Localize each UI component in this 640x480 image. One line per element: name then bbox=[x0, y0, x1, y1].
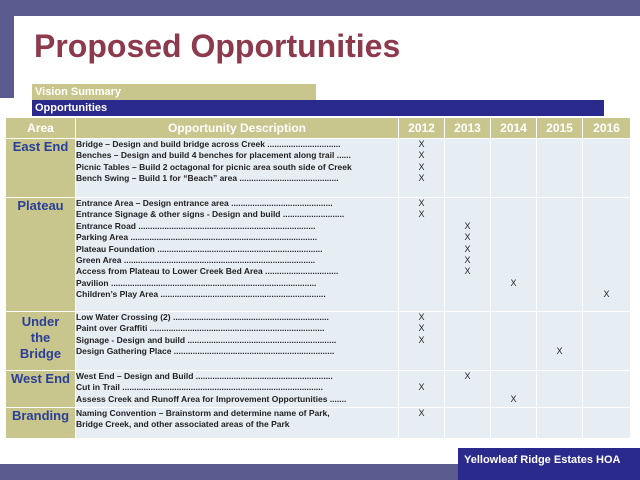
year-mark bbox=[583, 419, 630, 430]
header-description: Opportunity Description bbox=[76, 118, 399, 139]
year-mark bbox=[583, 198, 630, 209]
description-line: Assess Creek and Runoff Area for Improvement Opportunities ....... bbox=[76, 393, 347, 404]
year-mark bbox=[537, 408, 582, 419]
year-mark bbox=[445, 209, 490, 220]
table-row bbox=[6, 139, 631, 198]
year-mark bbox=[583, 408, 630, 419]
year-mark-cell bbox=[491, 408, 537, 439]
year-mark bbox=[583, 382, 630, 393]
description-line: West End – Design and Build .......................................................... bbox=[76, 371, 333, 381]
year-mark: X bbox=[418, 408, 425, 418]
description-cell bbox=[76, 139, 399, 198]
year-mark-cell bbox=[491, 312, 537, 371]
area-cell: Plateau bbox=[6, 198, 76, 312]
year-mark bbox=[583, 232, 630, 243]
description-line: Green Area ................................................................................. bbox=[76, 254, 316, 265]
year-mark bbox=[445, 346, 490, 357]
year-mark bbox=[583, 244, 630, 255]
year-mark: X bbox=[464, 232, 471, 243]
year-mark bbox=[491, 221, 536, 232]
year-mark-cell bbox=[399, 371, 445, 408]
year-mark bbox=[583, 312, 630, 323]
year-mark: X bbox=[556, 346, 563, 357]
year-mark bbox=[445, 408, 490, 419]
year-mark bbox=[537, 244, 582, 255]
header-2014: 2014 bbox=[491, 118, 537, 139]
table-header-row bbox=[6, 118, 631, 139]
year-mark bbox=[491, 209, 536, 220]
year-mark bbox=[491, 408, 536, 419]
year-mark bbox=[399, 289, 444, 300]
description-line: Naming Convention – Brainstorm and determine name of Park, bbox=[76, 408, 330, 418]
year-mark bbox=[491, 244, 536, 255]
table-row bbox=[6, 408, 631, 439]
year-mark bbox=[445, 278, 490, 289]
table-row bbox=[6, 198, 631, 312]
header-2013: 2013 bbox=[445, 118, 491, 139]
header-2016: 2016 bbox=[583, 118, 631, 139]
year-mark-cell bbox=[491, 371, 537, 408]
year-mark bbox=[491, 346, 536, 357]
year-mark bbox=[537, 312, 582, 323]
table-body bbox=[6, 139, 631, 439]
year-mark bbox=[491, 289, 536, 300]
description-cell bbox=[76, 312, 399, 371]
year-mark bbox=[537, 173, 582, 184]
year-mark bbox=[399, 221, 444, 232]
year-mark bbox=[537, 139, 582, 150]
year-mark-cell bbox=[583, 408, 631, 439]
year-mark-cell bbox=[537, 312, 583, 371]
year-mark bbox=[491, 139, 536, 150]
header-2015: 2015 bbox=[537, 118, 583, 139]
year-mark-cell bbox=[399, 408, 445, 439]
year-mark bbox=[583, 162, 630, 173]
year-mark: X bbox=[464, 243, 471, 254]
area-cell: Under the Bridge bbox=[6, 312, 76, 371]
year-mark bbox=[445, 335, 490, 346]
year-mark: X bbox=[418, 173, 425, 184]
year-mark bbox=[583, 371, 630, 382]
year-mark: X bbox=[418, 161, 425, 172]
description-line: Design Gathering Place .................................................................... bbox=[76, 346, 335, 357]
year-mark: X bbox=[418, 150, 425, 161]
year-mark: X bbox=[464, 371, 471, 381]
description-cell bbox=[76, 371, 399, 408]
year-mark bbox=[445, 139, 490, 150]
year-mark bbox=[491, 312, 536, 323]
year-mark bbox=[583, 221, 630, 232]
year-mark: X bbox=[418, 382, 425, 393]
year-mark bbox=[537, 289, 582, 300]
description-line: Parking Area ............................................................................... bbox=[76, 232, 318, 243]
year-mark-cell bbox=[399, 139, 445, 198]
opportunities-label: Opportunities bbox=[32, 100, 604, 116]
year-mark bbox=[537, 323, 582, 334]
description-cell bbox=[76, 198, 399, 312]
vision-summary-label: Vision Summary bbox=[32, 84, 316, 100]
year-mark-cell bbox=[583, 139, 631, 198]
year-mark-cell bbox=[491, 198, 537, 312]
description-line: Bridge Creek, and other associated areas of the Park bbox=[76, 419, 290, 430]
year-mark bbox=[583, 278, 630, 289]
year-mark: X bbox=[418, 139, 425, 149]
year-mark bbox=[491, 232, 536, 243]
year-mark bbox=[445, 382, 490, 393]
year-mark-cell bbox=[583, 371, 631, 408]
year-mark bbox=[399, 244, 444, 255]
year-mark bbox=[537, 150, 582, 161]
header-area: Area bbox=[6, 118, 76, 139]
year-mark bbox=[583, 255, 630, 266]
year-mark bbox=[583, 173, 630, 184]
year-mark bbox=[491, 150, 536, 161]
description-line: Plateau Foundation ...................................................................... bbox=[76, 243, 323, 254]
description-line: Paint over Graffiti .......................................................................... bbox=[76, 323, 325, 334]
year-mark bbox=[537, 162, 582, 173]
left-decor-bar bbox=[0, 16, 14, 98]
year-mark bbox=[583, 335, 630, 346]
year-mark bbox=[445, 394, 490, 405]
year-mark bbox=[537, 278, 582, 289]
year-mark bbox=[583, 266, 630, 277]
year-mark-cell bbox=[583, 312, 631, 371]
description-line: Pavilion ....................................................................................... bbox=[76, 277, 317, 288]
description-line: Entrance Signage & other signs - Design and build .......................... bbox=[76, 209, 345, 220]
year-mark bbox=[399, 419, 444, 430]
year-mark-cell bbox=[537, 139, 583, 198]
year-mark: X bbox=[418, 198, 425, 208]
area-cell: West End bbox=[6, 371, 76, 408]
year-mark bbox=[445, 150, 490, 161]
year-mark bbox=[491, 173, 536, 184]
header-2012: 2012 bbox=[399, 118, 445, 139]
footer-org-name: Yellowleaf Ridge Estates HOA bbox=[458, 448, 640, 480]
year-mark bbox=[445, 162, 490, 173]
year-mark-cell bbox=[583, 198, 631, 312]
year-mark: X bbox=[464, 220, 471, 231]
year-mark bbox=[537, 394, 582, 405]
year-mark-cell bbox=[537, 198, 583, 312]
year-mark-cell bbox=[537, 408, 583, 439]
year-mark bbox=[537, 232, 582, 243]
year-mark-cell bbox=[445, 371, 491, 408]
year-mark: X bbox=[418, 323, 425, 334]
year-mark bbox=[491, 323, 536, 334]
year-mark-cell bbox=[491, 139, 537, 198]
year-mark bbox=[445, 173, 490, 184]
area-cell: East End bbox=[6, 139, 76, 198]
description-line: Children’s Play Area ...................................................................... bbox=[76, 289, 326, 300]
description-line: Access from Plateau to Lower Creek Bed Area ............................... bbox=[76, 266, 339, 277]
year-mark bbox=[583, 150, 630, 161]
description-line: Signage - Design and build ............................................................... bbox=[76, 334, 337, 345]
year-mark-cell bbox=[445, 408, 491, 439]
year-mark bbox=[399, 255, 444, 266]
year-mark bbox=[491, 198, 536, 209]
year-mark bbox=[583, 346, 630, 357]
year-mark bbox=[491, 371, 536, 382]
year-mark bbox=[399, 371, 444, 382]
year-mark-cell bbox=[445, 139, 491, 198]
year-mark: X bbox=[418, 209, 425, 220]
year-mark bbox=[537, 335, 582, 346]
year-mark bbox=[491, 419, 536, 430]
year-mark bbox=[537, 255, 582, 266]
year-mark-cell bbox=[537, 371, 583, 408]
year-mark bbox=[583, 323, 630, 334]
year-mark bbox=[399, 232, 444, 243]
year-mark: X bbox=[418, 312, 425, 322]
year-mark bbox=[537, 266, 582, 277]
year-mark bbox=[491, 382, 536, 393]
description-line: Entrance Road ........................................................................... bbox=[76, 220, 316, 231]
year-mark bbox=[537, 198, 582, 209]
year-mark bbox=[491, 162, 536, 173]
year-mark-cell bbox=[445, 198, 491, 312]
description-line: Entrance Area – Design entrance area ........................................... bbox=[76, 198, 333, 208]
year-mark-cell bbox=[399, 312, 445, 371]
year-mark bbox=[537, 371, 582, 382]
year-mark bbox=[445, 289, 490, 300]
year-mark: X bbox=[510, 393, 517, 404]
year-mark bbox=[491, 255, 536, 266]
description-cell bbox=[76, 408, 399, 439]
year-mark bbox=[537, 419, 582, 430]
area-cell: Branding bbox=[6, 408, 76, 439]
year-mark bbox=[399, 394, 444, 405]
description-line: Bench Swing – Build 1 for “Beach” area .......................................... bbox=[76, 173, 339, 184]
year-mark bbox=[445, 198, 490, 209]
table-row bbox=[6, 312, 631, 371]
year-mark bbox=[537, 221, 582, 232]
description-line: Cut in Trail ..................................................................................... bbox=[76, 382, 324, 393]
year-mark-cell bbox=[399, 198, 445, 312]
description-line: Picnic Tables – Build 2 octagonal for picnic area south side of Creek bbox=[76, 161, 352, 172]
year-mark bbox=[491, 335, 536, 346]
year-mark bbox=[583, 209, 630, 220]
year-mark bbox=[445, 323, 490, 334]
year-mark bbox=[537, 209, 582, 220]
year-mark: X bbox=[603, 289, 610, 300]
year-mark: X bbox=[418, 334, 425, 345]
year-mark: X bbox=[464, 254, 471, 265]
description-line: Benches – Design and build 4 benches for placement along trail ...... bbox=[76, 150, 351, 161]
year-mark bbox=[583, 139, 630, 150]
description-line: Bridge – Design and build bridge across Creek ............................... bbox=[76, 139, 341, 149]
year-mark bbox=[583, 394, 630, 405]
year-mark bbox=[491, 266, 536, 277]
page-title: Proposed Opportunities bbox=[34, 28, 401, 64]
year-mark: X bbox=[510, 277, 517, 288]
year-mark bbox=[399, 278, 444, 289]
opportunities-table bbox=[5, 117, 631, 439]
year-mark bbox=[445, 419, 490, 430]
year-mark bbox=[399, 266, 444, 277]
year-mark-cell bbox=[445, 312, 491, 371]
top-decor-bar bbox=[0, 0, 640, 16]
year-mark bbox=[399, 346, 444, 357]
year-mark bbox=[537, 382, 582, 393]
description-line: Low Water Crossing (2) .................................................................. bbox=[76, 312, 329, 322]
table-row bbox=[6, 371, 631, 408]
year-mark bbox=[445, 312, 490, 323]
year-mark: X bbox=[464, 266, 471, 277]
